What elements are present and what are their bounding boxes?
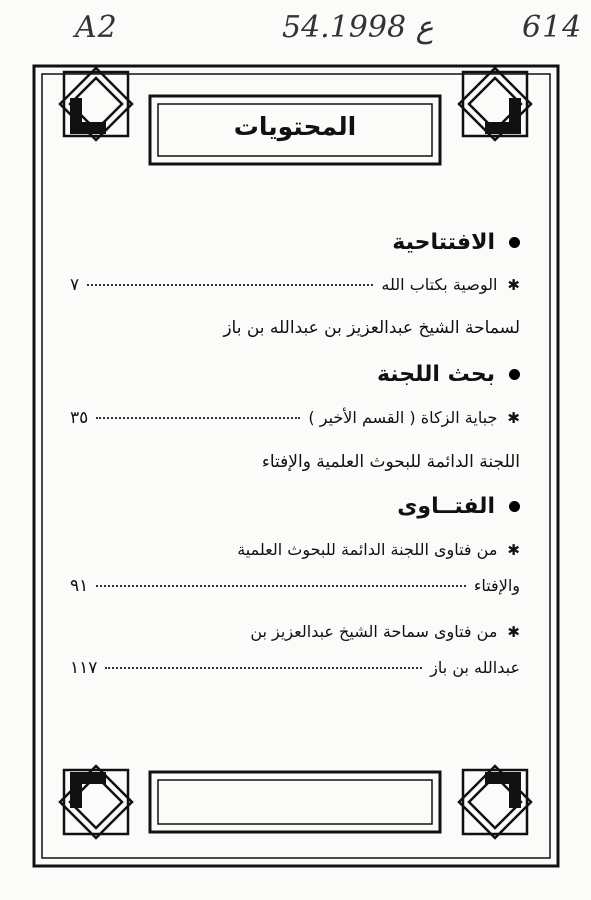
toc-entry[interactable] bbox=[70, 622, 520, 641]
section-heading-text: الفتــاوى bbox=[397, 494, 495, 519]
handwritten-note-left: A2 bbox=[75, 10, 118, 45]
page-title: المحتويات bbox=[233, 112, 357, 141]
section-heading-text: بحث اللجنة bbox=[376, 362, 495, 387]
section-heading bbox=[70, 494, 520, 519]
leader-dots bbox=[96, 417, 300, 419]
leader-dots bbox=[96, 585, 466, 587]
entry-page-number: ٧ bbox=[70, 275, 80, 295]
entry-author: لسماحة الشيخ عبدالعزيز بن عبدالله بن باز bbox=[223, 318, 520, 338]
leader-dots bbox=[105, 667, 422, 669]
toc-section-fatwas bbox=[70, 494, 520, 519]
asterisk-icon: ✱ bbox=[507, 276, 520, 294]
handwritten-note-right: 614 bbox=[522, 10, 583, 45]
entry-title: الوصية بكتاب الله bbox=[381, 275, 498, 294]
section-heading bbox=[70, 230, 520, 255]
entry-author: اللجنة الدائمة للبحوث العلمية والإفتاء bbox=[261, 452, 520, 472]
bullet-icon bbox=[509, 237, 520, 248]
handwritten-note-middle: 54.ع 1998 bbox=[282, 10, 434, 45]
toc-entry[interactable] bbox=[70, 408, 520, 428]
toc-entry[interactable] bbox=[70, 275, 520, 295]
toc-entry[interactable] bbox=[70, 540, 520, 559]
toc-section-committee bbox=[70, 362, 520, 387]
asterisk-icon: ✱ bbox=[507, 409, 520, 427]
bullet-icon bbox=[509, 501, 520, 512]
toc-entry-continuation[interactable] bbox=[70, 658, 520, 678]
entry-title: من فتاوى اللجنة الدائمة للبحوث العلمية bbox=[237, 540, 498, 559]
entry-title: عبدالله بن باز bbox=[430, 658, 520, 677]
asterisk-icon: ✱ bbox=[507, 541, 520, 559]
bullet-icon bbox=[509, 369, 520, 380]
asterisk-icon: ✱ bbox=[507, 623, 520, 641]
section-heading bbox=[70, 362, 520, 387]
entry-page-number: ٣٥ bbox=[70, 408, 89, 428]
entry-title: من فتاوى سماحة الشيخ عبدالعزيز بن bbox=[250, 622, 498, 641]
toc-entry-continuation[interactable] bbox=[70, 576, 520, 596]
section-heading-text: الافتتاحية bbox=[392, 230, 495, 255]
entry-page-number: ١١٧ bbox=[70, 658, 98, 678]
toc-section-opening bbox=[70, 230, 520, 255]
entry-page-number: ٩١ bbox=[70, 576, 89, 596]
entry-title: والإفتاء bbox=[473, 576, 520, 595]
entry-title: جباية الزكاة ( القسم الأخير ) bbox=[308, 408, 498, 427]
leader-dots bbox=[87, 284, 373, 286]
